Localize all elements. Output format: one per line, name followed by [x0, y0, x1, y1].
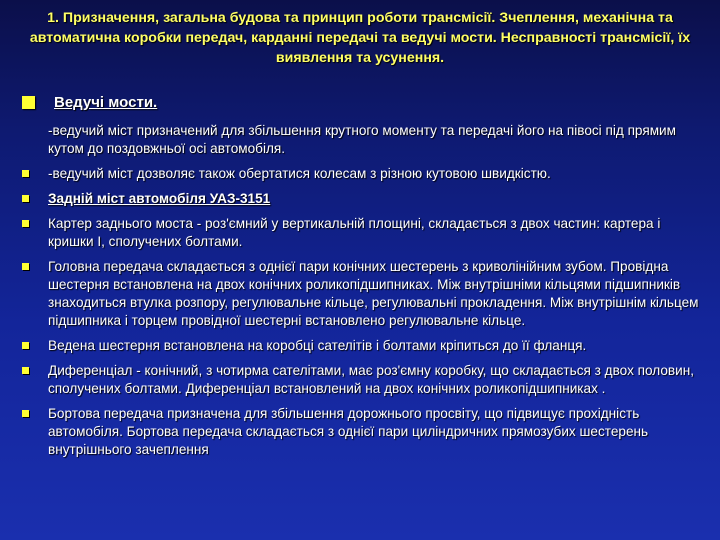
square-bullet-icon	[22, 263, 29, 270]
bullet-item	[22, 258, 702, 330]
section-heading	[22, 94, 702, 118]
square-bullet-icon	[22, 342, 29, 349]
square-bullet-icon	[22, 195, 29, 202]
bullet-item	[22, 215, 702, 251]
section-heading-text: Ведучі мости.	[54, 94, 158, 111]
bullet-text: Диференціал - конічний, з чотирма сателітами, має роз'ємну коробку, що складається з двох половин, сполучених болтами. Диференціал встановлений на двох конічних роликопідшипниках .	[48, 363, 695, 396]
bullet-item	[22, 190, 702, 208]
bullet-text: Ведена шестерня встановлена на коробці сателітів і болтами кріпиться до її фланця.	[48, 338, 587, 353]
bullet-text: Задній міст автомобіля УАЗ-3151	[48, 191, 271, 206]
intro-paragraph: -ведучий міст призначений для збільшення крутного моменту та передачі його на півосі під прямим кутом до поздовжньої осі автомобіля.	[48, 123, 676, 156]
square-bullet-icon	[22, 96, 35, 109]
square-bullet-icon	[22, 367, 29, 374]
bullet-text: Картер заднього моста - роз'ємний у вертикальній площині, складається з двох частин: картера і кришки І, сполучених болтами.	[48, 216, 661, 249]
square-bullet-icon	[22, 410, 29, 417]
bullet-item	[22, 405, 702, 459]
bullet-item	[22, 362, 702, 398]
bullet-item	[22, 165, 702, 183]
square-bullet-icon	[22, 170, 29, 177]
slide-content	[22, 94, 702, 466]
slide-title: 1. Призначення, загальна будова та принцип роботи трансмісії. Зчеплення, механічна та автоматична коробки передач, карданні передачі та ведучі мости. Несправності трансмісії, їх виявлення та усунення.	[29, 10, 691, 66]
bullet-text: -ведучий міст дозволяє також обертатися колесам з різною кутовою швидкістю.	[48, 166, 551, 181]
bullet-text: Бортова передача призначена для збільшення дорожнього просвіту, що підвищує прохідність автомобіля. Бортова передача складається з однієї пари циліндричних прямозубих шестерень внутрішнього зачеплення	[48, 406, 649, 457]
bullet-item	[22, 337, 702, 355]
bullet-text: Головна передача складається з однієї пари конічних шестерень з криволінійним зубом. Провідна шестерня встановлена на двох конічних роликопідшипниках. Між внутрішніми кільцями підшипників знаходиться втулка розпору, регулювальне кільце, регулювальні прокладення. Між внутрішнім кільцем підшипника і торцем провідної шестерні встановлено регулювальне кільце.	[48, 259, 699, 328]
square-bullet-icon	[22, 220, 29, 227]
